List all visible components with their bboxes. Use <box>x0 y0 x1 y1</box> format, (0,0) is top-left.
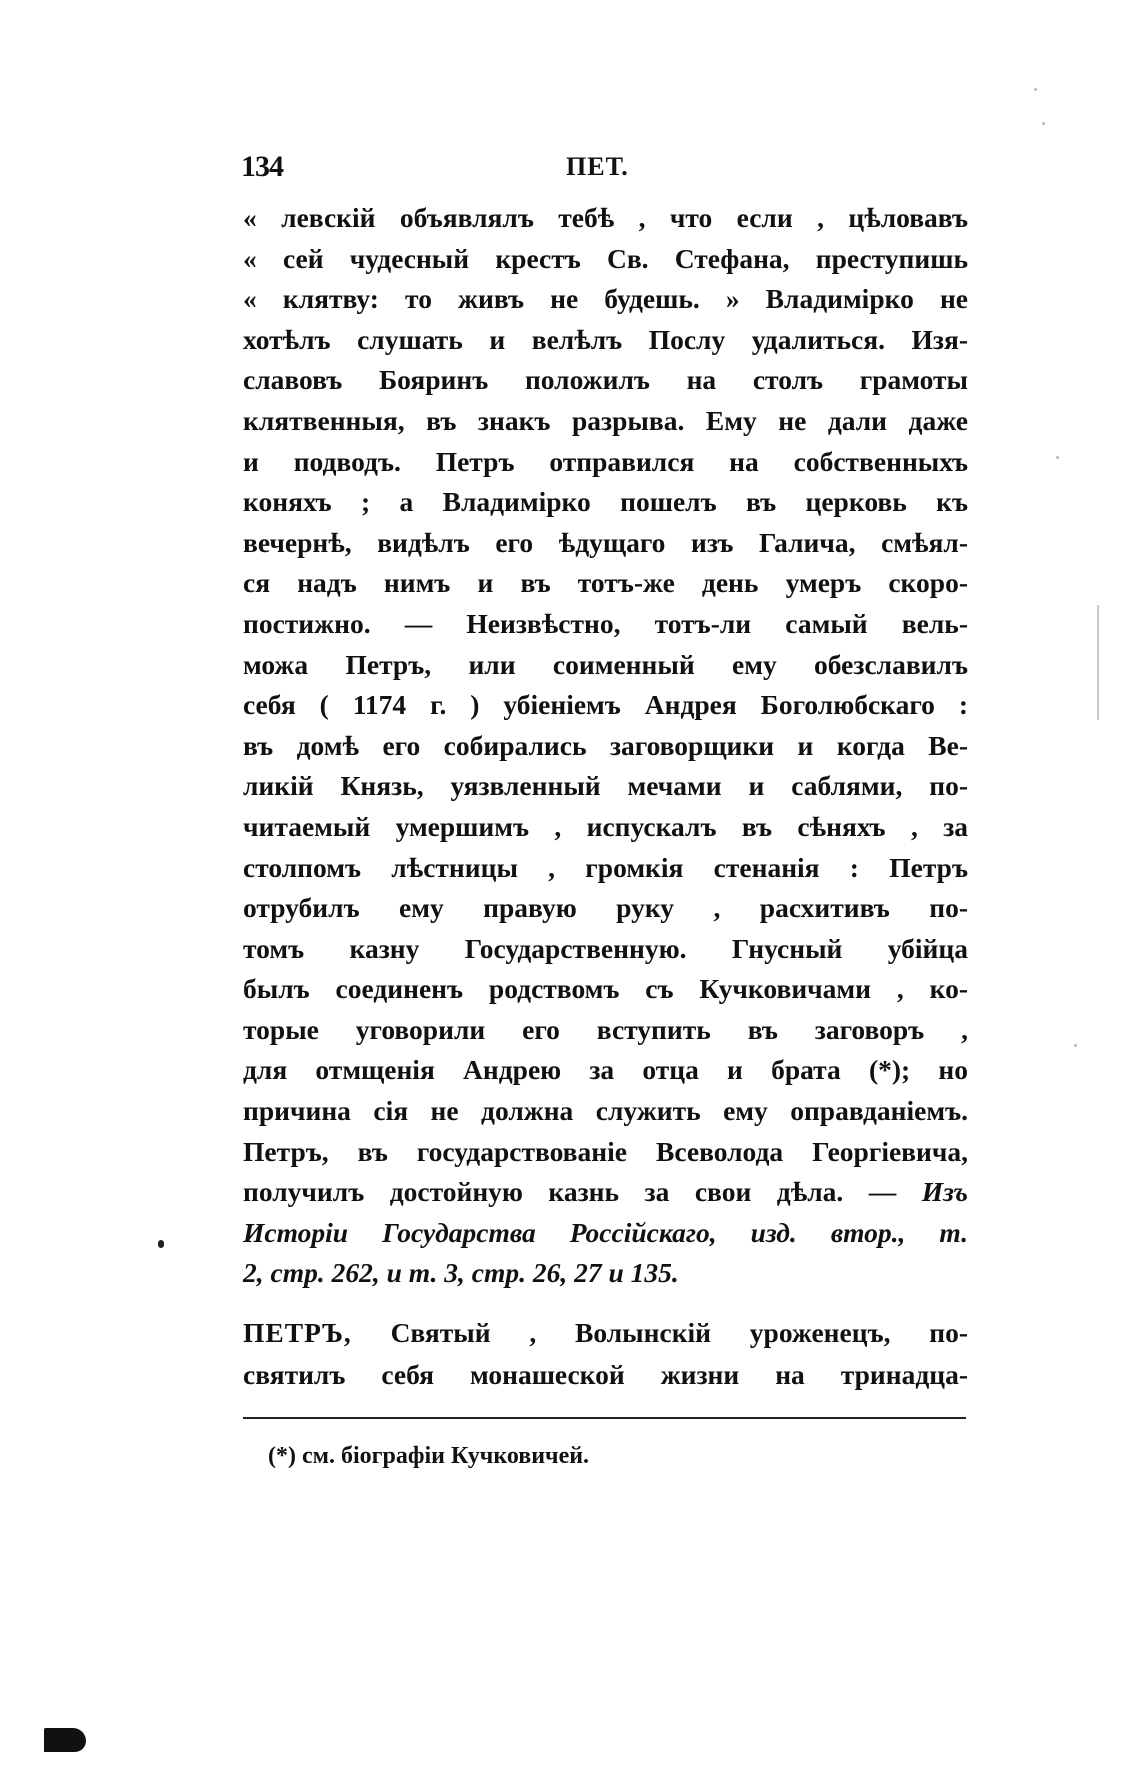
text-line: въ домѣ его собирались заговорщики и когда Ве- <box>243 729 968 761</box>
scan-speck <box>1074 1044 1077 1047</box>
text-line: ся надъ нимъ и въ тотъ-же день умеръ скоро- <box>243 567 968 599</box>
footnote: (*) см. біографіи Кучковичей. <box>268 1443 590 1469</box>
text-line: « клятву: то живъ не будешь. » Владимірко не <box>243 283 968 315</box>
text-line: постижно. — Неизвѣстно, тотъ-ли самый вель- <box>243 607 968 639</box>
text-line: столпомъ лѣстницы , громкія стенанія : Петръ <box>243 851 968 883</box>
text-line: хотѣлъ слушать и велѣлъ Послу удалиться. Изя- <box>243 323 968 355</box>
citation-line <box>243 1172 968 1213</box>
text-line: « левскій объявлялъ тебѣ , что если , цѣловавъ <box>243 202 968 233</box>
citation-lead: Изъ <box>921 1176 969 1208</box>
scan-speck <box>1034 88 1037 91</box>
entry-text: Святый , Волынскій уроженецъ, по- <box>390 1317 968 1348</box>
text-line: Петръ, въ государствованіе Всеволода Георгіевича, <box>243 1135 968 1167</box>
scan-edge-mark <box>1097 605 1099 720</box>
text-line: читаемый умершимъ , испускалъ въ сѣняхъ , за <box>243 810 968 842</box>
text-line: и подводъ. Петръ отправился на собственныхъ <box>243 445 968 477</box>
entry-line: святилъ себя монашеской жизни на тринадца- <box>243 1359 968 1390</box>
text-line: « сей чудесный крестъ Св. Стефана, преступишь <box>243 242 968 274</box>
text-line: отрубилъ ему правую руку , расхитивъ по- <box>243 892 968 924</box>
citation-line: 2, стр. 262, и т. 3, стр. 26, 27 и 135. <box>243 1257 679 1289</box>
text-line: вечернѣ, видѣлъ его ѣдущаго изъ Галича, смѣял- <box>243 526 968 558</box>
scan-speck <box>1042 122 1045 125</box>
corner-smudge <box>44 1728 86 1752</box>
text-line: для отмщенія Андрею за отца и брата (*); но <box>243 1054 968 1086</box>
text-line: ликій Князь, уязвленный мечами и саблями, по- <box>243 770 968 802</box>
text-line: коняхъ ; а Владимірко пошелъ въ церковь къ <box>243 486 968 518</box>
running-head: ПЕТ. <box>566 152 629 181</box>
text-line: можа Петръ, или соименный ему обезславилъ <box>243 648 968 680</box>
footnote-divider <box>243 1417 966 1419</box>
page-header <box>241 150 968 190</box>
text-line: былъ соединенъ родствомъ съ Кучковичами , ко- <box>243 973 968 1005</box>
text-line-end: получилъ достойную казнь за свои дѣла. — <box>243 1176 897 1208</box>
text-line: причина сія не должна служить ему оправданіемъ. <box>243 1095 968 1127</box>
citation-line: Исторіи Государства Россійскаго, изд. втор., т. <box>243 1216 968 1248</box>
entry-first-line <box>243 1312 968 1354</box>
entry-headword: ПЕТРЪ, <box>243 1317 352 1348</box>
body-text <box>243 198 968 1294</box>
text-line: торые уговорили его вступить въ заговоръ , <box>243 1013 968 1045</box>
text-line: клятвенныя, въ знакъ разрыва. Ему не дали даже <box>243 404 968 436</box>
text-line: славовъ Бояринъ положилъ на столъ грамоты <box>243 364 968 396</box>
page-number: 134 <box>241 150 283 183</box>
text-line: себя ( 1174 г. ) убіеніемъ Андрея Боголюбскаго : <box>243 689 968 721</box>
text-line: томъ казну Государственную. Гнусный убійца <box>243 932 968 964</box>
scan-speck <box>1056 456 1059 459</box>
margin-mark <box>158 1240 164 1248</box>
dictionary-entry <box>243 1312 968 1396</box>
